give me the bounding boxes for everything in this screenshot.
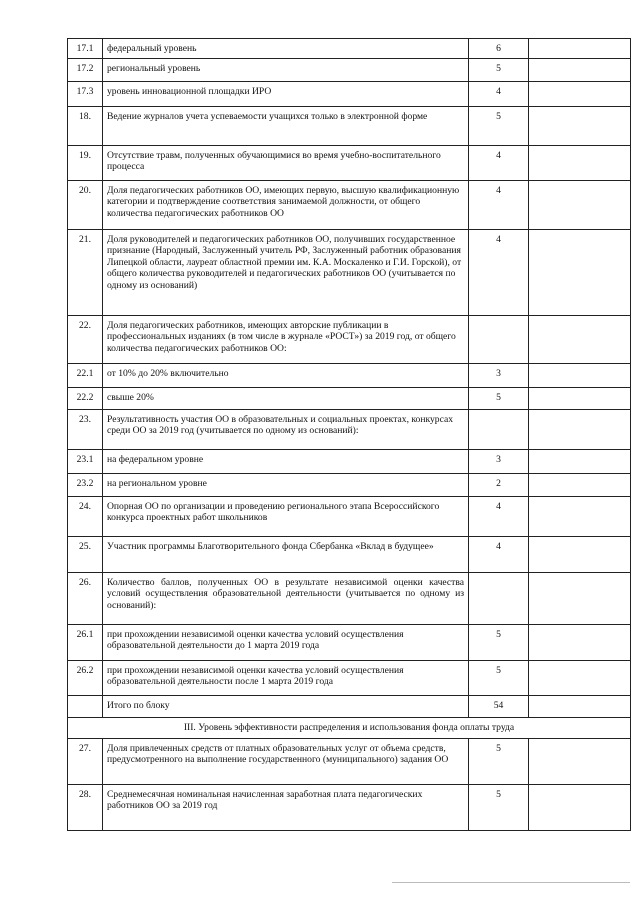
row-number: 26.2: [68, 660, 103, 695]
row-number: 23.: [68, 409, 103, 449]
value-cell: [529, 409, 631, 449]
criterion-score: 4: [469, 81, 529, 106]
table-row: [68, 695, 631, 717]
criterion-text: от 10% до 20% включительно: [103, 363, 469, 387]
value-cell: [529, 180, 631, 229]
value-cell: [529, 315, 631, 363]
table-row: [68, 624, 631, 660]
criterion-score: 4: [469, 145, 529, 180]
criterion-text: Доля привлеченных средств от платных образовательных услуг от объема средств, предусмотренного на выполнение государственного (муниципального) задания ОО: [103, 738, 469, 784]
criteria-table-body: [68, 39, 631, 831]
row-number: 18.: [68, 106, 103, 145]
criteria-table: [67, 38, 631, 831]
row-number: 17.3: [68, 81, 103, 106]
table-row: [68, 572, 631, 624]
criterion-score: 6: [469, 39, 529, 59]
criterion-text: Доля педагогических работников, имеющих авторские публикации в профессиональных изданиях (в том числе в журнале «РОСТ») за 2019 год, от общего количества педагогических работников ОО:: [103, 315, 469, 363]
criterion-text: Участник программы Благотворительного фонда Сбербанка «Вклад в будущее»: [103, 536, 469, 572]
table-row: [68, 363, 631, 387]
value-cell: [529, 58, 631, 81]
table-row: [68, 536, 631, 572]
table-row: [68, 106, 631, 145]
criterion-text: Доля руководителей и педагогических работников ОО, получивших государственное признание (Народный, Заслуженный учитель РФ, Заслуженный работник образования Липецкой области, лауреат областной премии им. К.А. Москаленко и Г.И. Горской), от общего количества руководителей и педагогических работников ОО (учитывается по одному из оснований): [103, 229, 469, 315]
criterion-score: 5: [469, 624, 529, 660]
criterion-score: 4: [469, 229, 529, 315]
criterion-score: [469, 409, 529, 449]
row-number: 26.1: [68, 624, 103, 660]
table-row: [68, 496, 631, 536]
table-row: [68, 315, 631, 363]
criterion-score: 4: [469, 536, 529, 572]
table-row: [68, 387, 631, 409]
criterion-text: при прохождении независимой оценки качества условий осуществления образовательной деятельности после 1 марта 2019 года: [103, 660, 469, 695]
value-cell: [529, 39, 631, 59]
value-cell: [529, 496, 631, 536]
criterion-text: на региональном уровне: [103, 473, 469, 496]
criterion-text: на федеральном уровне: [103, 449, 469, 473]
criterion-text: Опорная ОО по организации и проведению регионального этапа Всероссийского конкурса проектных работ школьников: [103, 496, 469, 536]
value-cell: [529, 660, 631, 695]
section-header-row: [68, 717, 631, 738]
table-row: [68, 738, 631, 784]
criterion-score: 3: [469, 363, 529, 387]
row-number: 24.: [68, 496, 103, 536]
criterion-text: уровень инновационной площадки ИРО: [103, 81, 469, 106]
criterion-score: [469, 315, 529, 363]
value-cell: [529, 572, 631, 624]
table-row: [68, 145, 631, 180]
criterion-score: 3: [469, 449, 529, 473]
criterion-text: федеральный уровень: [103, 39, 469, 59]
row-number: 22.2: [68, 387, 103, 409]
table-row: [68, 39, 631, 59]
criterion-score: 5: [469, 106, 529, 145]
criterion-text: при прохождении независимой оценки качества условий осуществления образовательной деятельности до 1 марта 2019 года: [103, 624, 469, 660]
row-number: 23.1: [68, 449, 103, 473]
row-number: 25.: [68, 536, 103, 572]
row-number: 27.: [68, 738, 103, 784]
table-row: [68, 449, 631, 473]
value-cell: [529, 81, 631, 106]
criterion-text: Доля педагогических работников ОО, имеющих первую, высшую квалификационную категории и подтверждение соответствия занимаемой должности, от общего количества педагогических работников ОО: [103, 180, 469, 229]
table-row: [68, 409, 631, 449]
row-number: 20.: [68, 180, 103, 229]
value-cell: [529, 738, 631, 784]
value-cell: [529, 695, 631, 717]
criterion-score: 2: [469, 473, 529, 496]
criterion-score: 4: [469, 180, 529, 229]
table-row: [68, 229, 631, 315]
table-row: [68, 180, 631, 229]
row-number: 17.2: [68, 58, 103, 81]
criterion-text: Отсутствие травм, полученных обучающимися во время учебно-воспитательного процесса: [103, 145, 469, 180]
criterion-score: 5: [469, 660, 529, 695]
criterion-score: [469, 572, 529, 624]
criterion-score: 5: [469, 784, 529, 830]
value-cell: [529, 145, 631, 180]
criterion-score: 5: [469, 58, 529, 81]
value-cell: [529, 624, 631, 660]
row-number: 28.: [68, 784, 103, 830]
row-number: 21.: [68, 229, 103, 315]
row-number: 22.: [68, 315, 103, 363]
value-cell: [529, 536, 631, 572]
row-number: [68, 695, 103, 717]
criterion-score: 54: [469, 695, 529, 717]
table-row: [68, 81, 631, 106]
row-number: 22.1: [68, 363, 103, 387]
criterion-text: Количество баллов, полученных ОО в результате независимой оценки качества условий осуществления образовательной деятельности (учитывается по одному из оснований):: [103, 572, 469, 624]
value-cell: [529, 229, 631, 315]
section-title: III. Уровень эффективности распределения и использования фонда оплаты труда: [68, 717, 631, 738]
criterion-text: свыше 20%: [103, 387, 469, 409]
table-row: [68, 660, 631, 695]
row-number: 23.2: [68, 473, 103, 496]
row-number: 26.: [68, 572, 103, 624]
criterion-text: Среднемесячная номинальная начисленная заработная плата педагогических работников ОО за 2019 год: [103, 784, 469, 830]
value-cell: [529, 449, 631, 473]
footer-rule: [392, 882, 630, 883]
value-cell: [529, 784, 631, 830]
value-cell: [529, 473, 631, 496]
value-cell: [529, 363, 631, 387]
criterion-score: 5: [469, 738, 529, 784]
row-number: 19.: [68, 145, 103, 180]
table-row: [68, 58, 631, 81]
value-cell: [529, 387, 631, 409]
value-cell: [529, 106, 631, 145]
criterion-score: 4: [469, 496, 529, 536]
table-row: [68, 784, 631, 830]
criterion-text: Итого по блоку: [103, 695, 469, 717]
criterion-score: 5: [469, 387, 529, 409]
criterion-text: Ведение журналов учета успеваемости учащихся только в электронной форме: [103, 106, 469, 145]
row-number: 17.1: [68, 39, 103, 59]
table-row: [68, 473, 631, 496]
criterion-text: Результативность участия ОО в образовательных и социальных проектах, конкурсах среди ОО за 2019 год (учитывается по одному из оснований):: [103, 409, 469, 449]
criterion-text: региональный уровень: [103, 58, 469, 81]
